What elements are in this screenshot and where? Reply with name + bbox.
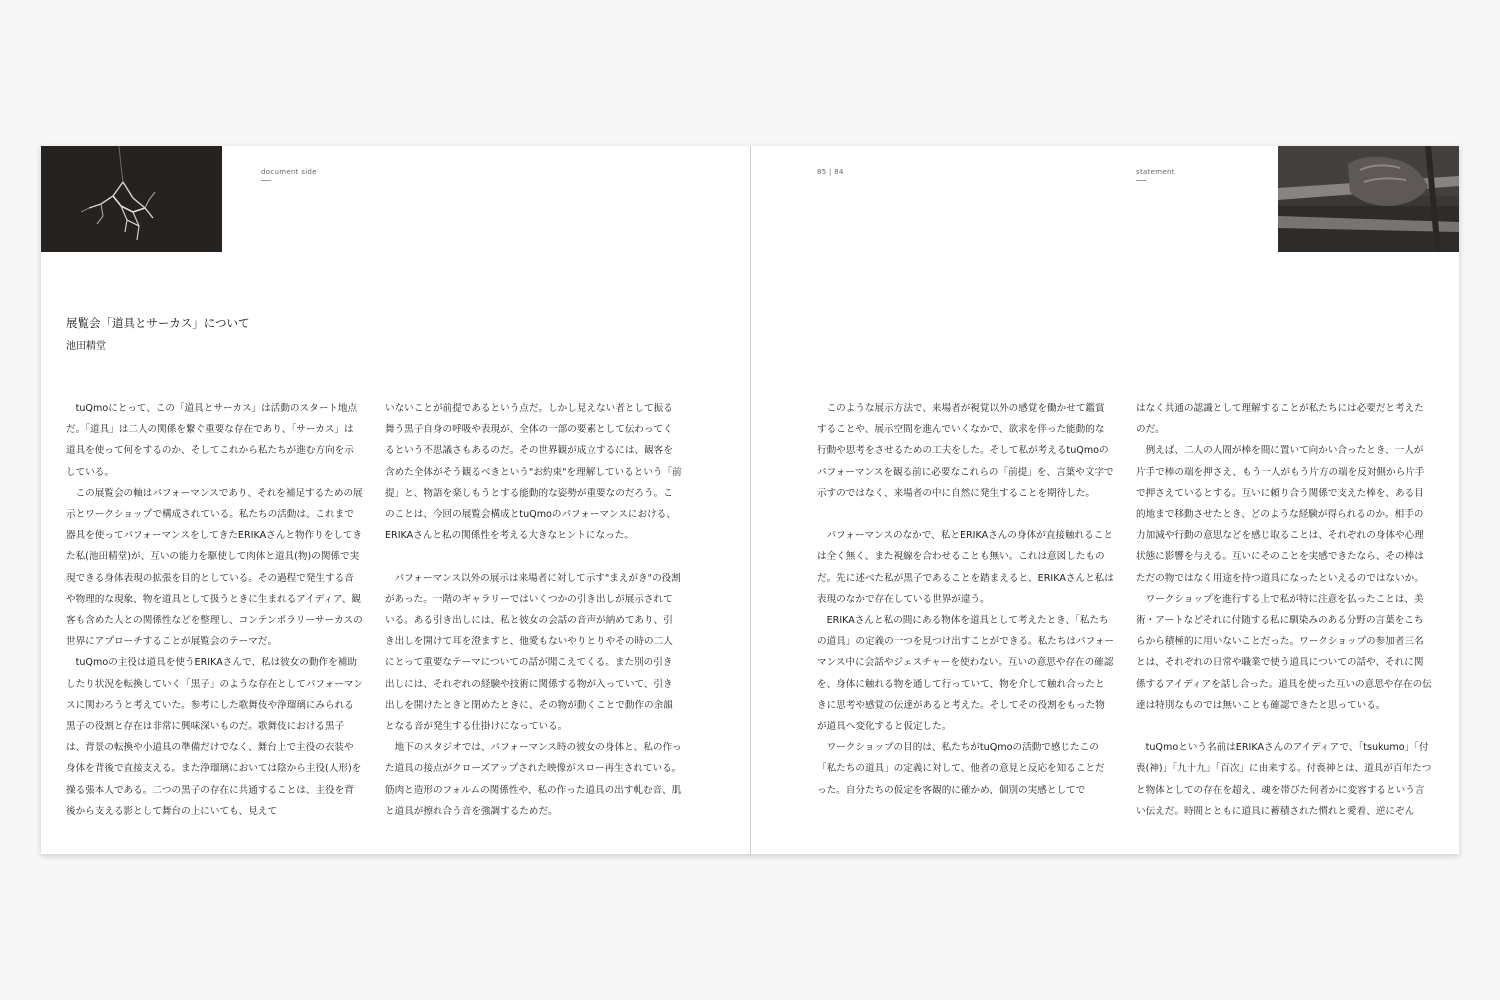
text-column-2 bbox=[385, 398, 682, 822]
paragraph: ERIKAさんと私の間にある物体を道具として考えたとき、「私たちの道具」の定義の一つを見つけ出すことができる。私たちはパフォーマンス中に会話やジェスチャーを使わない。互いの意思や存在の確認を、身体に触れる物を通して行っていて、物を介して触れ合ったときに思考や感覚の伝達があると考えた。そしてその役割をもった物が道具へ変化すると仮定した。 bbox=[817, 615, 1114, 733]
paragraph-continued: はなく共通の認識として理解することが私たちには必要だと考えたのだ。 bbox=[1136, 403, 1424, 436]
paragraph-continued: いないことが前提であるという点だ。しかし見えない者として振る舞う黒子自身の呼吸や表現が、全体の一部の要素として伝わってくるという不思議さもあるのだ。その世界観が成立するには、観客を含めた全体がそう観るべきという"お約束"を理解しているという「前提」と、物語を楽しもうとする能動的な姿勢が重要なのだろう。このことは、今回の展覧会構成とtuQmoのパフォーマンスにおける、ERIKAさんと私の関係性を考える大きなヒントになった。 bbox=[385, 403, 682, 542]
running-head-right: statement bbox=[1136, 168, 1175, 181]
article-title: 展覧会「道具とサーカス」について bbox=[66, 316, 250, 330]
paragraph: ワークショップの目的は、私たちがtuQmoの活動で感じたこの「私たちの道具」の定義に対して、他者の意見と反応を知ることだった。自分たちの仮定を客観的に確かめ、個別の実感としてで bbox=[817, 742, 1105, 796]
branch-sculpture-icon bbox=[41, 146, 222, 252]
paragraph: 地下のスタジオでは、パフォーマンス時の彼女の身体と、私の作った道具の接点がクローズアップされた映像がスロー再生されている。筋肉と造形のフォルムの関係性や、私の作った道具の出す軋む音、肌と道具が擦れ合う音を強調するためだ。 bbox=[385, 742, 682, 817]
text-column-3 bbox=[817, 398, 1114, 801]
article-author: 池田精堂 bbox=[66, 341, 106, 352]
paragraph: この展覧会の軸はパフォーマンスであり、それを補足するための展示とワークショップで構成されている。私たちの活動は、これまで器具を使ってパフォーマンスをしてきたERIKAさんと物作りをしてきた私(池田精堂)が、互いの能力を駆使して肉体と道具(物)の関係で実現できる身体表現の拡張を目的としている。その過程で発生する音や物理的な現象、物を道具として扱うときに生まれるアイディア、観客も含めた人との関係性などを整理し、コンテンポラリーサーカスの世界にアプローチすることが展覧会のテーマだ。 bbox=[66, 487, 363, 648]
running-head-rule bbox=[1136, 180, 1146, 181]
paragraph: tuQmoという名前はERIKAさんのアイディアで、「tsukumo」「付喪(神)」「九十九」「百次」に由来する。付喪神とは、道具が百年たつと物体としての存在を超え、魂を帯びた何者かに変容するという言い伝えだ。時間とともに道具に蓄積された慣れと愛着、逆にぞん bbox=[1136, 742, 1432, 817]
paragraph: tuQmoにとって、この「道具とサーカス」は活動のスタート地点だ。「道具」は二人の関係を繋ぐ重要な存在であり、「サーカス」は道具を使って何をするのか、そしてこれから私たちが進む方向を示している。 bbox=[66, 403, 358, 478]
running-head-left: document side bbox=[261, 168, 317, 181]
book-spread bbox=[41, 146, 1459, 854]
paragraph: パフォーマンスのなかで、私とERIKAさんの身体が直接触れることは全く無く、また視線を合わせることも無い。これは意図したものだ。先に述べた私が黒子であることを踏まえると、ERIKAさんと私は表現のなかで存在している世界が違う。 bbox=[817, 530, 1114, 605]
paragraph: tuQmoの主役は道具を使うERIKAさんで、私は彼女の動作を補助したり状況を転換していく「黒子」のような存在としてパフォーマンスに関わろうと考えていた。参考にした歌舞伎や浄瑠璃にみられる黒子の役割と存在は非常に興味深いものだ。歌舞伎における黒子は、背景の転換や小道具の準備だけでなく、舞台上で主役の衣装や身体を背後で直接支える。また浄瑠璃においては陰から主役(人形)を操る張本人である。二つの黒子の存在に共通することは、主役を背後から支える影として舞台の上にいても、見えて bbox=[66, 657, 363, 817]
paragraph: パフォーマンス以外の展示は来場者に対して示す"まえがき"の役割があった。一階のギャラリーではいくつかの引き出しが展示されている。ある引き出しには、私と彼女の会話の音声が納めてあり、引き出しを開けて耳を澄ますと、他愛もないやりとりやその時の二人にとって重要なテーマについての話が聞こえてくる。また別の引き出しには、それぞれの経験や技術に関係する物が入っていて、引き出しを開けたときと閉めたときに、その物が動くことで動作の余韻となる音が発生する仕掛けになっている。 bbox=[385, 572, 681, 733]
hand-pole-icon bbox=[1278, 146, 1459, 252]
folio: 85 | 84 bbox=[817, 168, 844, 176]
paragraph: このような展示方法で、来場者が視覚以外の感覚を働かせて鑑賞することや、展示空間を進んでいくなかで、欲求を伴った能動的な行動や思考をさせるための工夫をした。そして私が考えるtuQmoのパフォーマンスを観る前に必要なこれらの「前提」を、言葉や文字で示すのではなく、来場者の中に自然に発生することを期待した。 bbox=[817, 403, 1114, 499]
hand-gripping-pole-photo bbox=[1278, 146, 1459, 252]
text-column-1 bbox=[66, 398, 363, 822]
hanging-branch-sculpture-photo bbox=[41, 146, 222, 252]
paragraph: ワークショップを進行する上で私が特に注意を払ったことは、美術・アートなどそれに付随する私に馴染みのある分野の言葉をこちらから積極的に用いないことだった。ワークショップの参加者三名とは、それぞれの日常や職業で使う道具についての話や、それに関係するアイディアを話し合った。道具を使った互いの意思や存在の伝達は特別なものでは無いことも確認できたと思っている。 bbox=[1136, 593, 1432, 711]
paragraph: 例えば、二人の人間が棒を間に置いて向かい合ったとき、一人が片手で棒の端を押さえ、もう一人がもう片方の端を反対側から片手で押さえているとする。互いに頼り合う関係で支えた棒を、ある目的地まで移動させたとき、どのような経験が得られるのか。相手の力加減や行動の意思などを感じ取ることは、それぞれの身体や心理状態に影響を与える。互いにそのことを実感できたなら、その棒はただの物ではなく用途を持つ道具になったといえるのではないか。 bbox=[1136, 445, 1425, 584]
running-head-rule bbox=[261, 180, 271, 181]
text-column-4 bbox=[1136, 398, 1433, 822]
gutter-fold bbox=[750, 146, 751, 854]
